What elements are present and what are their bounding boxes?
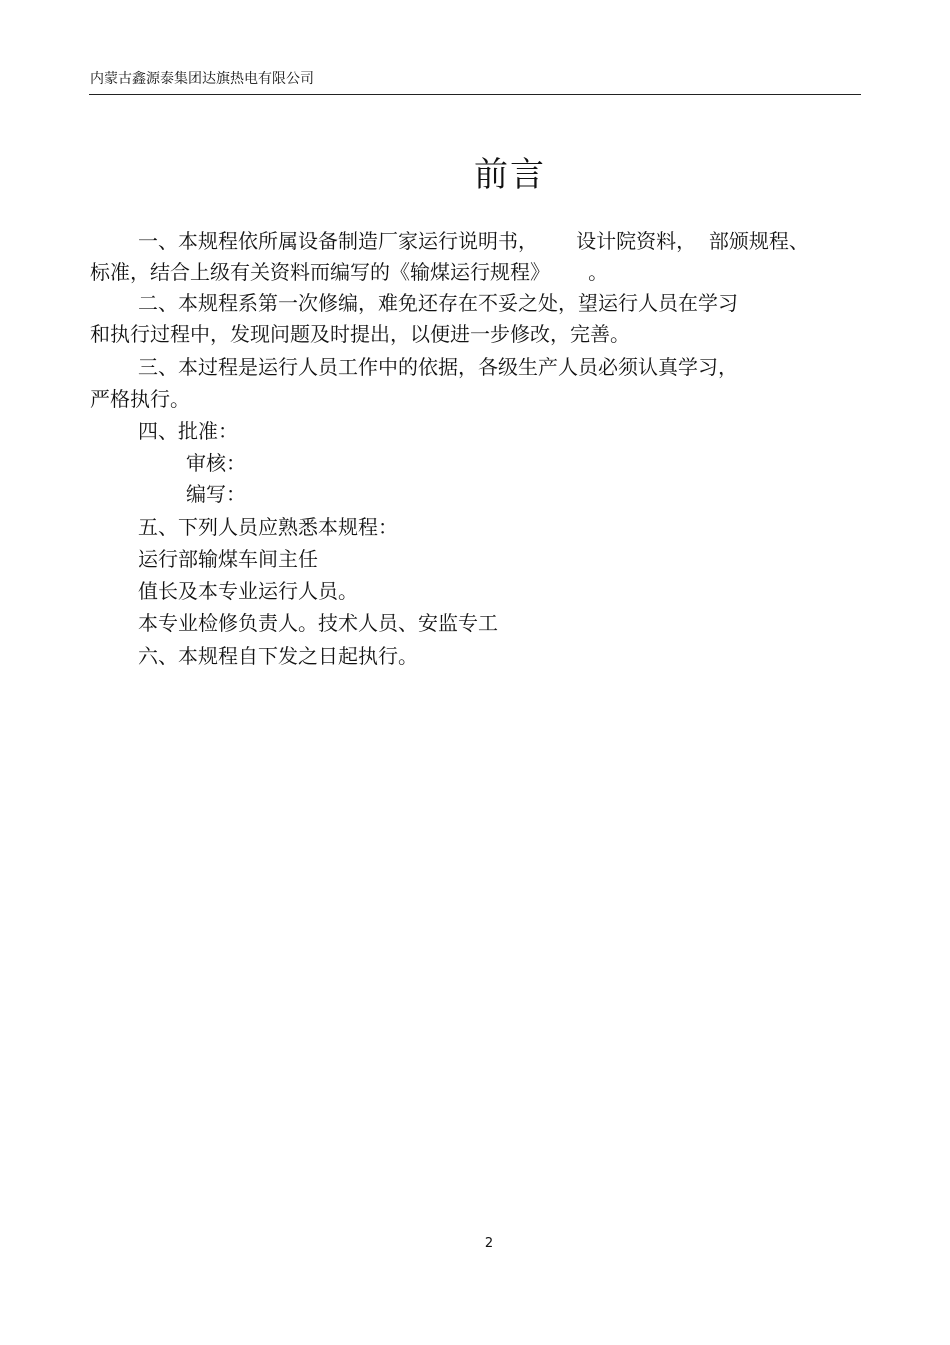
review-label: 审核： <box>186 451 246 475</box>
paragraph-item-2-line-1: 二、本规程系第一次修编，难免还存在不妥之处，望运行人员在学习 <box>138 291 738 315</box>
paragraph-item-3-line-1: 三、本过程是运行人员工作中的依据，各级生产人员必须认真学习， <box>138 355 738 379</box>
compile-label: 编写： <box>186 482 246 506</box>
personnel-list-item: 运行部输煤车间主任 <box>138 547 318 571</box>
paragraph-item-6: 六、本规程自下发之日起执行。 <box>138 644 418 668</box>
page-header-company: 内蒙古鑫源泰集团达旗热电有限公司 <box>90 71 314 87</box>
paragraph-item-1-line-2: 标准，结合上级有关资料而编写的《输煤运行规程》 。 <box>90 260 609 284</box>
personnel-list-item: 本专业检修负责人。技术人员、安监专工 <box>138 611 498 635</box>
personnel-list-item: 值长及本专业运行人员。 <box>138 579 358 603</box>
paragraph-item-3-line-2: 严格执行。 <box>90 387 190 411</box>
page-number: 2 <box>484 1236 494 1251</box>
paragraph-item-1-line-1: 一、本规程依所属设备制造厂家运行说明书， 设计院资料， 部颁规程、 <box>138 229 809 253</box>
page-title: 前言 <box>474 155 546 195</box>
header-divider <box>89 94 861 95</box>
approval-label: 四、批准： <box>138 419 238 443</box>
paragraph-item-2-line-2: 和执行过程中，发现问题及时提出，以便进一步修改，完善。 <box>90 322 630 346</box>
paragraph-item-5-heading: 五、下列人员应熟悉本规程： <box>138 515 398 539</box>
